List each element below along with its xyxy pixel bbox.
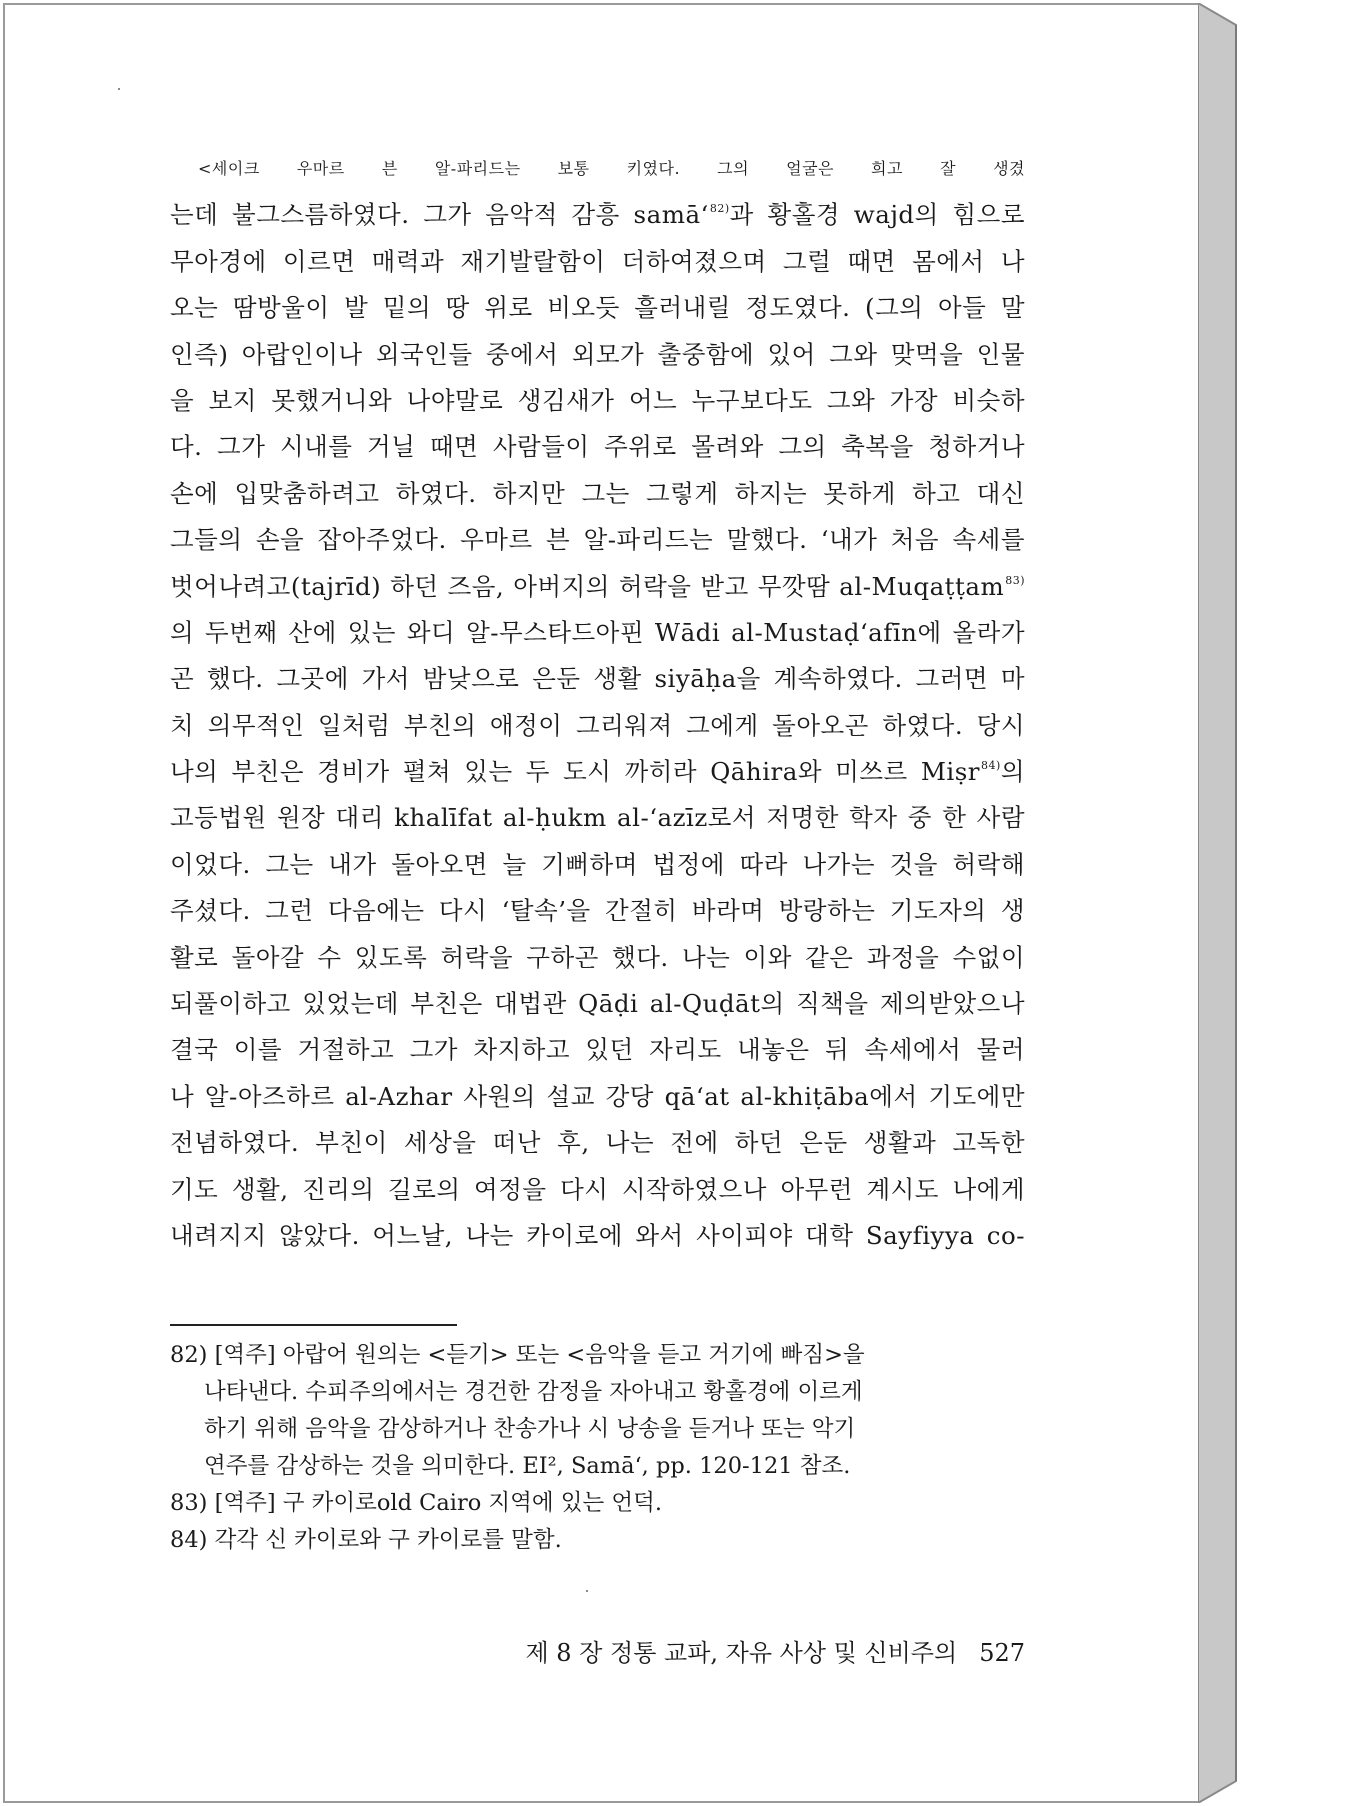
footnote-text: [역주] 구 카이로old Cairo 지역에 있는 언덕. — [214, 1490, 663, 1516]
text-line: 의 두번째 산에 있는 와디 알-무스타드아핀 Wādi al-Mustaḍ‘afīn에 올라가 — [170, 617, 1025, 647]
text-line: 무아경에 이르면 매력과 재기발랄함이 더하여졌으며 그럴 때면 몸에서 나 — [170, 246, 1025, 276]
chapter-title: 제 8 장 정통 교파, 자유 사상 및 신비주의 — [525, 1639, 958, 1667]
footnote-number: 84) — [170, 1527, 208, 1553]
footnote-text: 하기 위해 음악을 감상하거나 찬송가나 시 낭송을 듣거나 또는 악기 — [204, 1416, 856, 1442]
footnote-text: [역주] 아랍어 원의는 <듣기> 또는 <음악을 듣고 거기에 빠짐>을 — [214, 1342, 865, 1368]
text-line: 나 알-아즈하르 al-Azhar 사원의 설교 강당 qā‘at al-khiṭāba에서 기도에만 — [170, 1081, 1025, 1111]
text-line: 곤 했다. 그곳에 가서 밤낮으로 은둔 생활 siyāḥa을 계속하였다. 그러면 마 — [170, 664, 1025, 694]
text-line: 결국 이를 거절하고 그가 차지하고 있던 자리도 내놓은 뒤 속세에서 물러 — [170, 1035, 1025, 1065]
text-line-part: 나의 부친은 경비가 펼쳐 있는 두 도시 까히라 Qāhira와 미쓰르 Miṣr — [170, 757, 981, 787]
text-line-part: 는데 불그스름하였다. 그가 음악적 감흥 samā‘ — [170, 200, 709, 230]
text-line: 다. 그가 시내를 거닐 때면 사람들이 주위로 몰려와 그의 축복을 청하거나 — [170, 432, 1025, 462]
footnote-ref-83[interactable]: 83) — [1005, 573, 1025, 587]
text-line-part: 의 — [1000, 757, 1025, 787]
text-line: 기도 생활, 진리의 길로의 여정을 다시 시작하였으나 아무런 계시도 나에게 — [170, 1174, 1025, 1204]
footnote-number: 82) — [170, 1342, 208, 1368]
text-line — [170, 192, 1025, 238]
text-line: 되풀이하고 있었는데 부친은 대법관 Qāḍi al-Quḍāt의 직책을 제의받았으나 — [170, 989, 1025, 1019]
running-footer — [480, 1633, 1025, 1668]
text-line: 고등법원 원장 대리 khalīfat al-ḥukm al-‘azīz로서 저명한 학자 중 한 사람 — [170, 803, 1025, 833]
text-line: 이었다. 그는 내가 돌아오면 늘 기뻐하며 법정에 따라 나가는 것을 허락해 — [170, 849, 1025, 879]
footnote-82 — [170, 1337, 1025, 1374]
footnote-83 — [170, 1485, 1025, 1522]
text-line: 활로 돌아갈 수 있도록 허락을 구하곤 했다. 나는 이와 같은 과정을 수없이 — [170, 942, 1025, 972]
text-line: 주셨다. 그런 다음에는 다시 ‘탈속’을 간절히 바라며 방랑하는 기도자의 생 — [170, 896, 1025, 926]
text-line: 인즉) 아랍인이나 외국인들 중에서 외모가 출중함에 있어 그와 맞먹을 인물 — [170, 339, 1025, 369]
footnotes — [170, 1337, 1025, 1559]
text-line-part: 벗어나려고(tajrīd) 하던 즈음, 아버지의 허락을 받고 무깟땀 al-Muqaṭṭam — [170, 571, 1005, 601]
text-line — [170, 749, 1025, 795]
footnote-84 — [170, 1522, 1025, 1559]
page-number: 527 — [979, 1639, 1025, 1667]
body-paragraph — [170, 146, 1025, 1259]
footnote-divider — [170, 1324, 457, 1326]
text-line: 치 의무적인 일처럼 부친의 애정이 그리워져 그에게 돌아오곤 하였다. 당시 — [170, 710, 1025, 740]
text-line: 전념하였다. 부친이 세상을 떠난 후, 나는 전에 하던 은둔 생활과 고독한 — [170, 1128, 1025, 1158]
scan-speck — [586, 1590, 588, 1592]
footnote-ref-84[interactable]: 84) — [981, 759, 1001, 773]
text-line: <세이크 우마르 븐 알-파리드는 보통 키였다. 그의 얼굴은 희고 잘 생겼 — [198, 159, 1025, 178]
text-line — [170, 564, 1025, 610]
text-line: 그들의 손을 잡아주었다. 우마르 븐 알-파리드는 말했다. ‘내가 처음 속세를 — [170, 525, 1025, 555]
text-line-part: 과 황홀경 wajd의 힘으로 — [729, 200, 1025, 230]
scan-speck — [118, 88, 120, 90]
footnote-text: 나타낸다. 수피주의에서는 경건한 감정을 자아내고 황홀경에 이르게 — [204, 1379, 863, 1405]
text-line: 오는 땀방울이 발 밑의 땅 위로 비오듯 흘러내릴 정도였다. (그의 아들 말 — [170, 293, 1025, 323]
footnote-number: 83) — [170, 1490, 208, 1516]
text-line: 을 보지 못했거니와 나야말로 생김새가 어느 누구보다도 그와 가장 비슷하 — [170, 385, 1025, 415]
text-line: 손에 입맞춤하려고 하였다. 하지만 그는 그렇게 하지는 못하게 하고 대신 — [170, 478, 1025, 508]
text-line: 내려지지 않았다. 어느날, 나는 카이로에 와서 사이피야 대학 Sayfiyya co- — [170, 1220, 1025, 1250]
footnote-text: 연주를 감상하는 것을 의미한다. EI², Samā‘, pp. 120-121 참조. — [204, 1453, 851, 1479]
footnote-text: 각각 신 카이로와 구 카이로를 말함. — [214, 1527, 562, 1553]
page-stack-edge — [1198, 3, 1246, 1803]
footnote-ref-82[interactable]: 82) — [709, 202, 730, 216]
